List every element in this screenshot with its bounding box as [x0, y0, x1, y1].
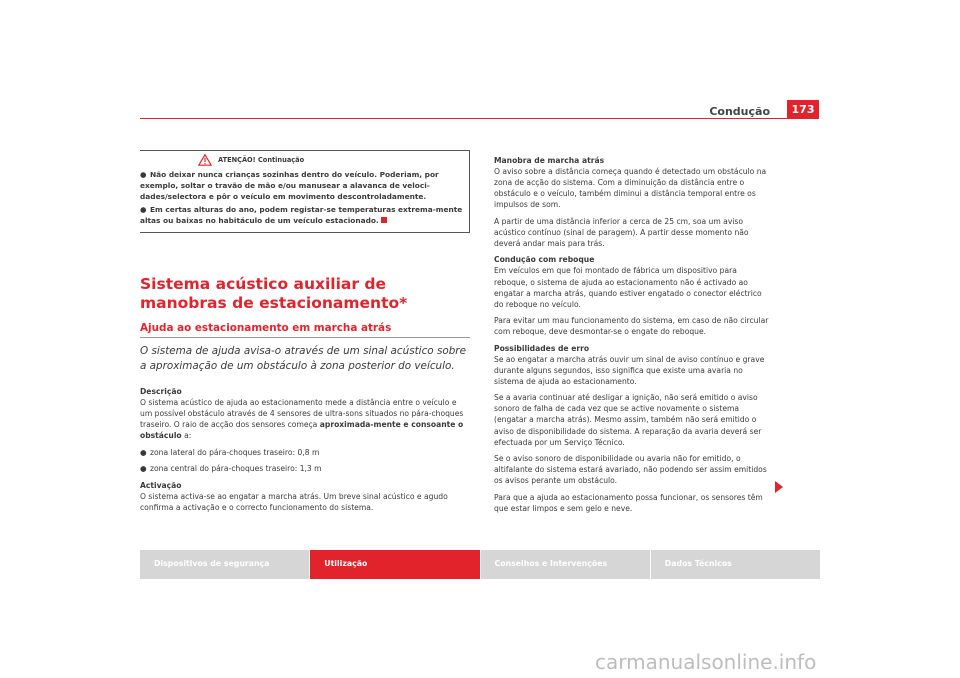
warning-box: [140, 150, 470, 233]
tab-conselhos-e-intervencoes[interactable]: Conselhos e Intervenções: [481, 550, 650, 579]
paragraph: Para evitar um mau funcionamento do sistema, em caso de não circular com reboque, deve desmontar-se o engate do reboque.: [494, 316, 769, 337]
paragraph: A partir de uma distância inferior a cerca de 25 cm, soa um aviso acústico contínuo (sinal de paragem). A partir desse momento não deverá andar mais para trás.: [494, 216, 749, 248]
tab-utilizacao[interactable]: Utilização: [310, 550, 479, 579]
paragraph: Se a avaria continuar até desligar a ignição, não será emitido o aviso sonoro de falha de cada vez que se active novamente o sistema (engatar a marcha atrás). Mesmo assim, também não será emitido o aviso de disponibilidade do sistema. A reparação da avaria deverá ser efectuada por um Serviço Técnico.: [494, 393, 762, 447]
footer-tabs: [140, 550, 820, 579]
intro-text: O sistema de ajuda avisa-o através de um sinal acústico sobre a aproximação de um obstáculo à zona posterior do veículo.: [140, 345, 466, 372]
end-of-warning-marker: [381, 217, 387, 223]
chapter-title: Condução: [709, 105, 770, 118]
warning-triangle-icon: [198, 154, 212, 166]
warning-heading: ATENÇÃO! Continuação: [218, 156, 305, 164]
paragraph: Para que a ajuda ao estacionamento possa funcionar, os sensores têm que estar limpos e sem gelo e neve.: [494, 492, 763, 513]
left-body: [140, 386, 470, 513]
left-column: [140, 150, 470, 518]
description-paragraph: O sistema acústico de ajuda ao estacionamento mede a distância entre o veículo e um possível obstáculo através de 4 sensores de ultra-sons situados no pára-choques traseiro. O raio de acção dos sensores começa aproximada-mente e consoante o obstáculo a:: [140, 398, 464, 441]
list-item: ● zona central do pára-choques traseiro: 1,3 m: [140, 464, 322, 474]
watermark: carmanualsonline.info: [595, 650, 817, 674]
tab-dispositivos-de-seguranca[interactable]: Dispositivos de segurança: [140, 550, 309, 579]
paragraph: Em veículos em que foi montado de fábrica um dispositivo para reboque, o sistema de ajuda ao estacionamento não é activado ao engatar a marcha atrás, quando estiver engatado o conector eléctrico do reboque no veículo.: [494, 266, 762, 309]
list-item: ● zona lateral do pára-choques traseiro: 0,8 m: [140, 447, 320, 457]
description-heading: Descrição: [140, 387, 182, 396]
activation-paragraph: O sistema activa-se ao engatar a marcha atrás. Um breve sinal acústico e agudo confirma a activação e o correcto funcionamento do sistema.: [140, 491, 448, 512]
right-column: [494, 155, 772, 519]
page-number: 173: [787, 100, 819, 118]
paragraph: O aviso sobre a distância começa quando é detectado um obstáculo na zona de acção do sistema. Com a diminuição da distância entre o obstáculo e o veículo, também diminui a distância temporal entre os impulsos de som.: [494, 167, 767, 210]
tab-dados-tecnicos[interactable]: Dados Técnicos: [651, 550, 820, 579]
header-rule: [140, 118, 819, 119]
trailer-heading: Condução com reboque: [494, 255, 595, 265]
activation-heading: Activação: [140, 480, 182, 490]
paragraph: Se ao engatar a marcha atrás ouvir um sinal de aviso contínuo e grave durante alguns segundos, isso significa que existe uma avaria no sistema de ajuda ao estacionamento.: [494, 354, 765, 386]
paragraph: Se o aviso sonoro de disponibilidade ou avaria não for emitido, o altifalante do sistema estará avariado, não podendo ser assim emitidos os avisos perante um obstáculo.: [494, 454, 767, 486]
errors-heading: Possibilidades de erro: [494, 343, 590, 353]
warning-item: ● Em certas alturas do ano, podem registar-se temperaturas extrema-mente altas ou baixas no habitáculo de um veículo estacionado.: [140, 205, 463, 225]
warning-item: ● Não deixar nunca crianças sozinhas dentro do veículo. Poderiam, por exemplo, soltar o travão de mão e/ou manusear a alavanca de veloci-dades/selectora e pôr o veículo em movimento descontroladamente.: [140, 170, 439, 201]
reverse-heading: Manobra de marcha atrás: [494, 156, 605, 165]
next-page-arrow-icon[interactable]: [775, 481, 783, 493]
section-title: Sistema acústico auxiliar de manobras de estacionamento*: [140, 275, 408, 312]
subsection-title: Ajuda ao estacionamento em marcha atrás: [140, 322, 470, 338]
